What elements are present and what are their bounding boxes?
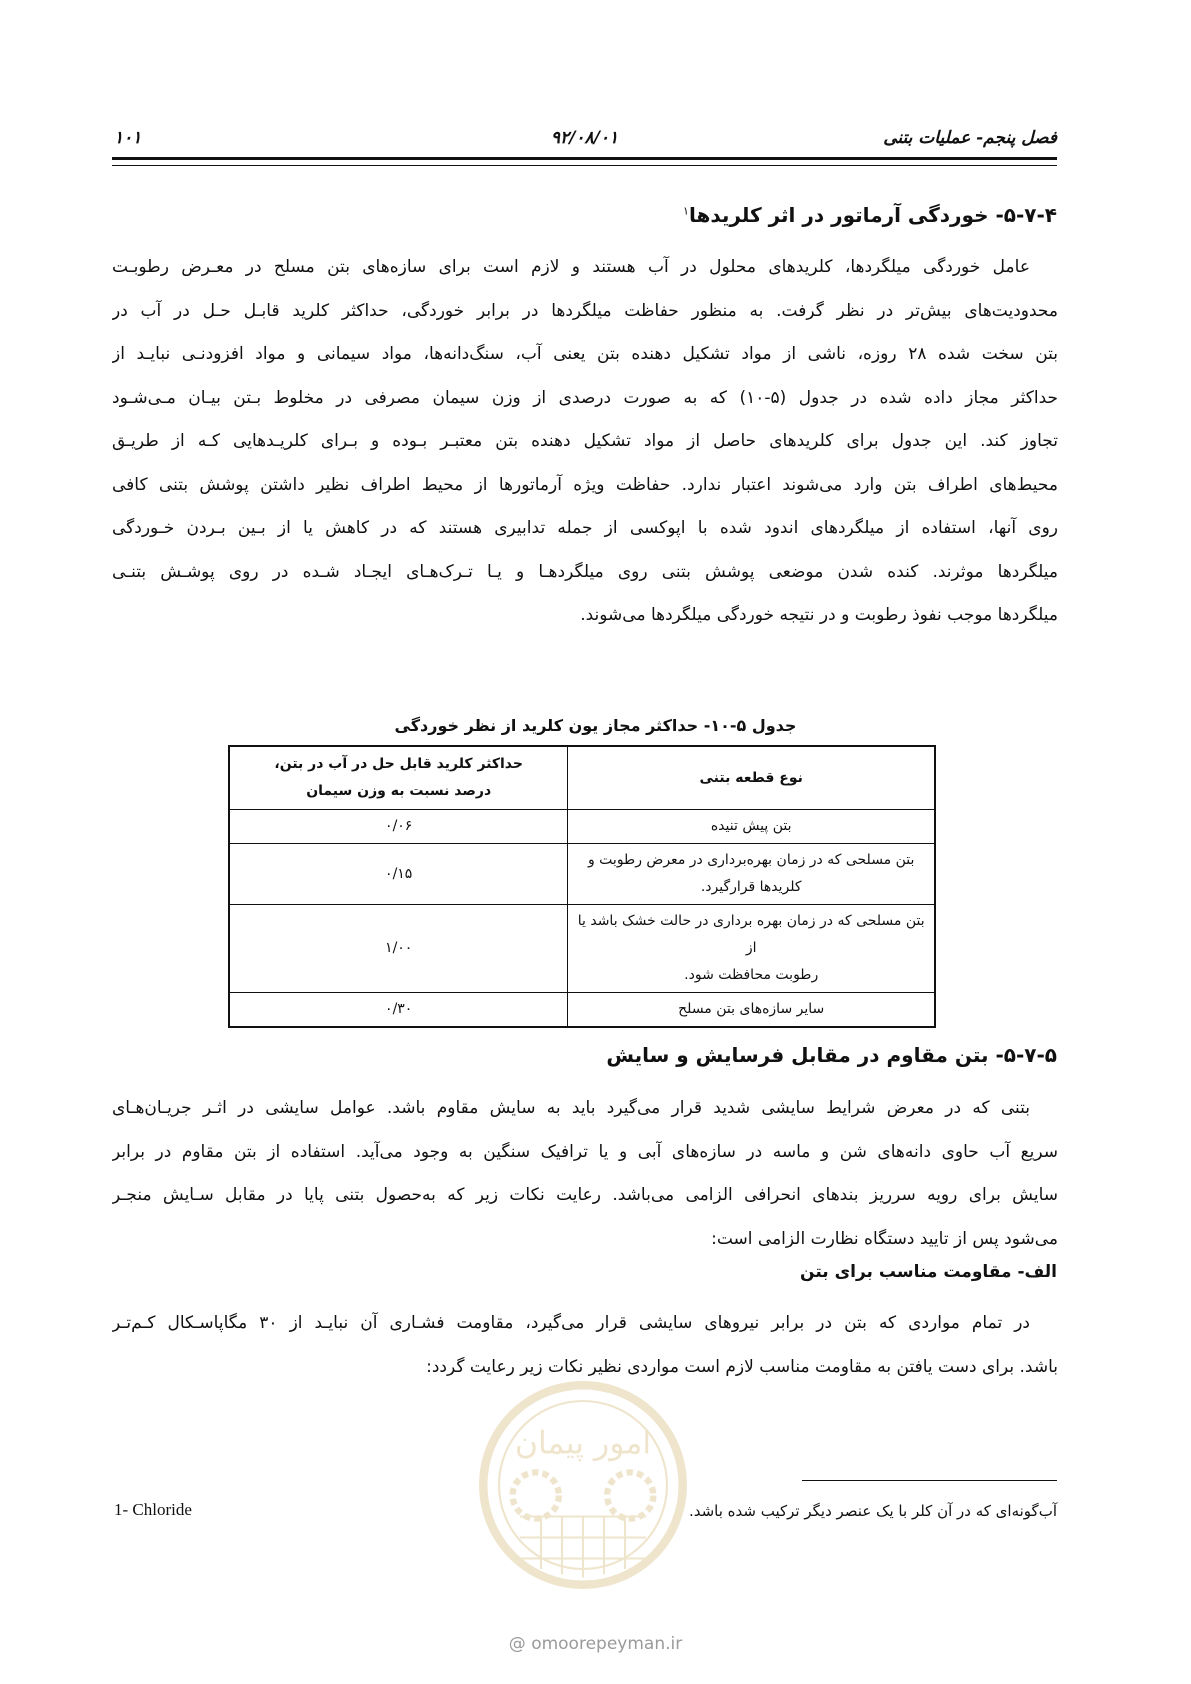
text-line: بتن سخت شده ۲۸ روزه، ناشی از مواد تشکیل دهنده بتن یعنی آب، سنگ‌دانه‌ها، مواد سیمانی و مواد افزودنـی نبایـد از	[112, 344, 1058, 364]
footnote-persian: آب‌گونه‌ای که در آن کلر با یک عنصر دیگر ترکیب شده باشد.	[688, 1502, 1057, 1520]
text-line: در تمام مواردی که بتن در برابر نیروهای سایشی قرار می‌گیرد، مقاومت فشـاری آن نبایـد از ۳۰ مگاپاسـکال کـم‌تـر	[112, 1313, 1030, 1333]
section-heading-chloride-corrosion	[683, 203, 1057, 227]
table-cell-value: ۱/۰۰	[229, 905, 568, 993]
table-cell-value: ۰/۱۵	[229, 844, 568, 905]
text-line: میلگردها موجب نفوذ رطوبت و در نتیجه خوردگی میلگردها می‌شوند.	[580, 605, 1058, 625]
watermark-logo	[478, 1380, 688, 1590]
text-line: میلگردها موثرند. کنده شدن موضعی پوشش بتنی روی میلگردهـا و یـا تـرک‌هـای ایجـاد شـده در روی پوشـش بتنـی	[112, 561, 1058, 582]
text-line: محدودیت‌های بیش‌تر در نظر گرفت. به منظور حفاظت میلگردها در برابر خوردگی، حداکثر کلرید قابـل حـل در آب در	[112, 300, 1058, 321]
table-cell-value: ۰/۳۰	[229, 993, 568, 1028]
header-date: ۹۲/۰۸/۰۱	[550, 128, 619, 148]
text-line: محیط‌های اطراف بتن وارد می‌شوند اعتبار ندارد. حفاظت ویژه آرماتورها از محیط اطراف نظیر داشتن پوشش بتنی کافی	[112, 474, 1058, 495]
section-title: ۵-۷-۴- خوردگی آرماتور در اثر کلریدها	[688, 203, 1057, 227]
text-line: باشد. برای دست یافتن به مقاومت مناسب لازم است مواردی نظیر نکات زیر رعایت گردد:	[426, 1356, 1058, 1377]
table-cell-type	[568, 993, 935, 1028]
column-header-max-chloride	[229, 746, 568, 810]
watermark-url-text: omoorepeyman.ir	[531, 1634, 683, 1654]
page-number: ۱۰۱	[114, 128, 142, 148]
chloride-limits-table	[228, 745, 936, 1028]
cell-line: رطوبت محافظت شود.	[684, 967, 819, 983]
table-cell-type	[568, 810, 935, 844]
text-line: بتنی که در معرض شرایط سایشی شدید قرار می‌گیرد باید به سایش مقاوم باشد. عوامل سایشی در اثـر جریـان‌هـای	[112, 1098, 1030, 1118]
table-caption: جدول ۵-۱۰- حداکثر مجاز یون کلرید از نظر خوردگی	[394, 716, 797, 735]
section-heading-abrasion: ۵-۷-۵- بتن مقاوم در مقابل فرسایش و سایش	[606, 1043, 1057, 1067]
text-line: حداکثر مجاز داده شده در جدول (۵-۱۰) که به صورت درصدی از وزن سیمان مصرفی در مخلوط بـتن بیـان مـی‌شـود	[112, 387, 1058, 408]
cell-line: سایر سازه‌های بتن مسلح	[678, 1001, 825, 1017]
paragraph-abrasion	[112, 1087, 1058, 1261]
paragraph-strength	[112, 1302, 1058, 1389]
text-line: سریع آب حاوی دانه‌های شن و ماسه در سازه‌های آبی و یا ترافیک سنگین به وجود می‌آید. استفاده از بتن مقاوم در برابر	[112, 1141, 1058, 1162]
watermark-url: @ omoorepeyman.ir	[508, 1634, 683, 1654]
cell-line: بتن مسلحی که در زمان بهره برداری در حالت خشک باشد یا از	[577, 913, 925, 956]
chapter-title: فصل پنجم- عملیات بتنی	[883, 128, 1057, 148]
text-line: تجاوز کند. این جدول برای کلریدهای حاصل از مواد تشکیل دهنده بتن معتبـر بـوده و بـرای کلریـدهایی کـه از طریـق	[112, 431, 1058, 451]
table-row	[229, 905, 935, 993]
running-header	[112, 128, 1057, 150]
text-line: عامل خوردگی میلگردها، کلریدهای محلول در آب هستند و لازم است برای سازه‌های بتن مسلح در معـرض رطوبـت	[112, 257, 1030, 277]
footnote-english: 1- Chloride	[114, 1500, 192, 1519]
subsection-heading: الف- مقاومت مناسب برای بتن	[800, 1262, 1057, 1282]
header-line: درصد نسبت به وزن سیمان	[306, 783, 492, 799]
header-rule-thin	[112, 165, 1057, 166]
column-header-concrete-type: نوع قطعه بتنی	[568, 746, 935, 810]
text-line: می‌شود پس از تایید دستگاه نظارت الزامی است:	[711, 1228, 1058, 1249]
table-cell-value: ۰/۰۶	[229, 810, 568, 844]
footnote-mark: ۱	[683, 204, 689, 218]
header-rule-thick	[112, 157, 1057, 160]
table-header-row	[229, 746, 935, 810]
text-line: سایش برای رویه سرریز بندهای انحرافی الزامی می‌باشد. رعایت نکات زیر که به‌حصول بتنی پایا در مقابل سـایش منجـر	[112, 1185, 1058, 1205]
header-line: حداکثر کلرید قابل حل در آب در بتن،	[274, 756, 523, 772]
table-row	[229, 810, 935, 844]
text-line: روی آنها، استفاده از میلگردهای اندود شده با اپوکسی از جمله تدابیری هستند که در کاهش یا از بـین بـردن خـوردگی	[112, 518, 1058, 538]
table-row	[229, 844, 935, 905]
paragraph-chloride	[112, 246, 1058, 638]
cell-line: کلریدها قرارگیرد.	[700, 879, 802, 895]
footnote-separator	[802, 1480, 1057, 1481]
cell-line: بتن پیش تنیده	[710, 818, 792, 834]
table-cell-type	[568, 905, 935, 993]
table-cell-type	[568, 844, 935, 905]
watermark-logo-text: امور پیمان	[514, 1425, 652, 1462]
cell-line: بتن مسلحی که در زمان بهره‌برداری در معرض رطوبت و	[587, 852, 915, 868]
table-row	[229, 993, 935, 1028]
